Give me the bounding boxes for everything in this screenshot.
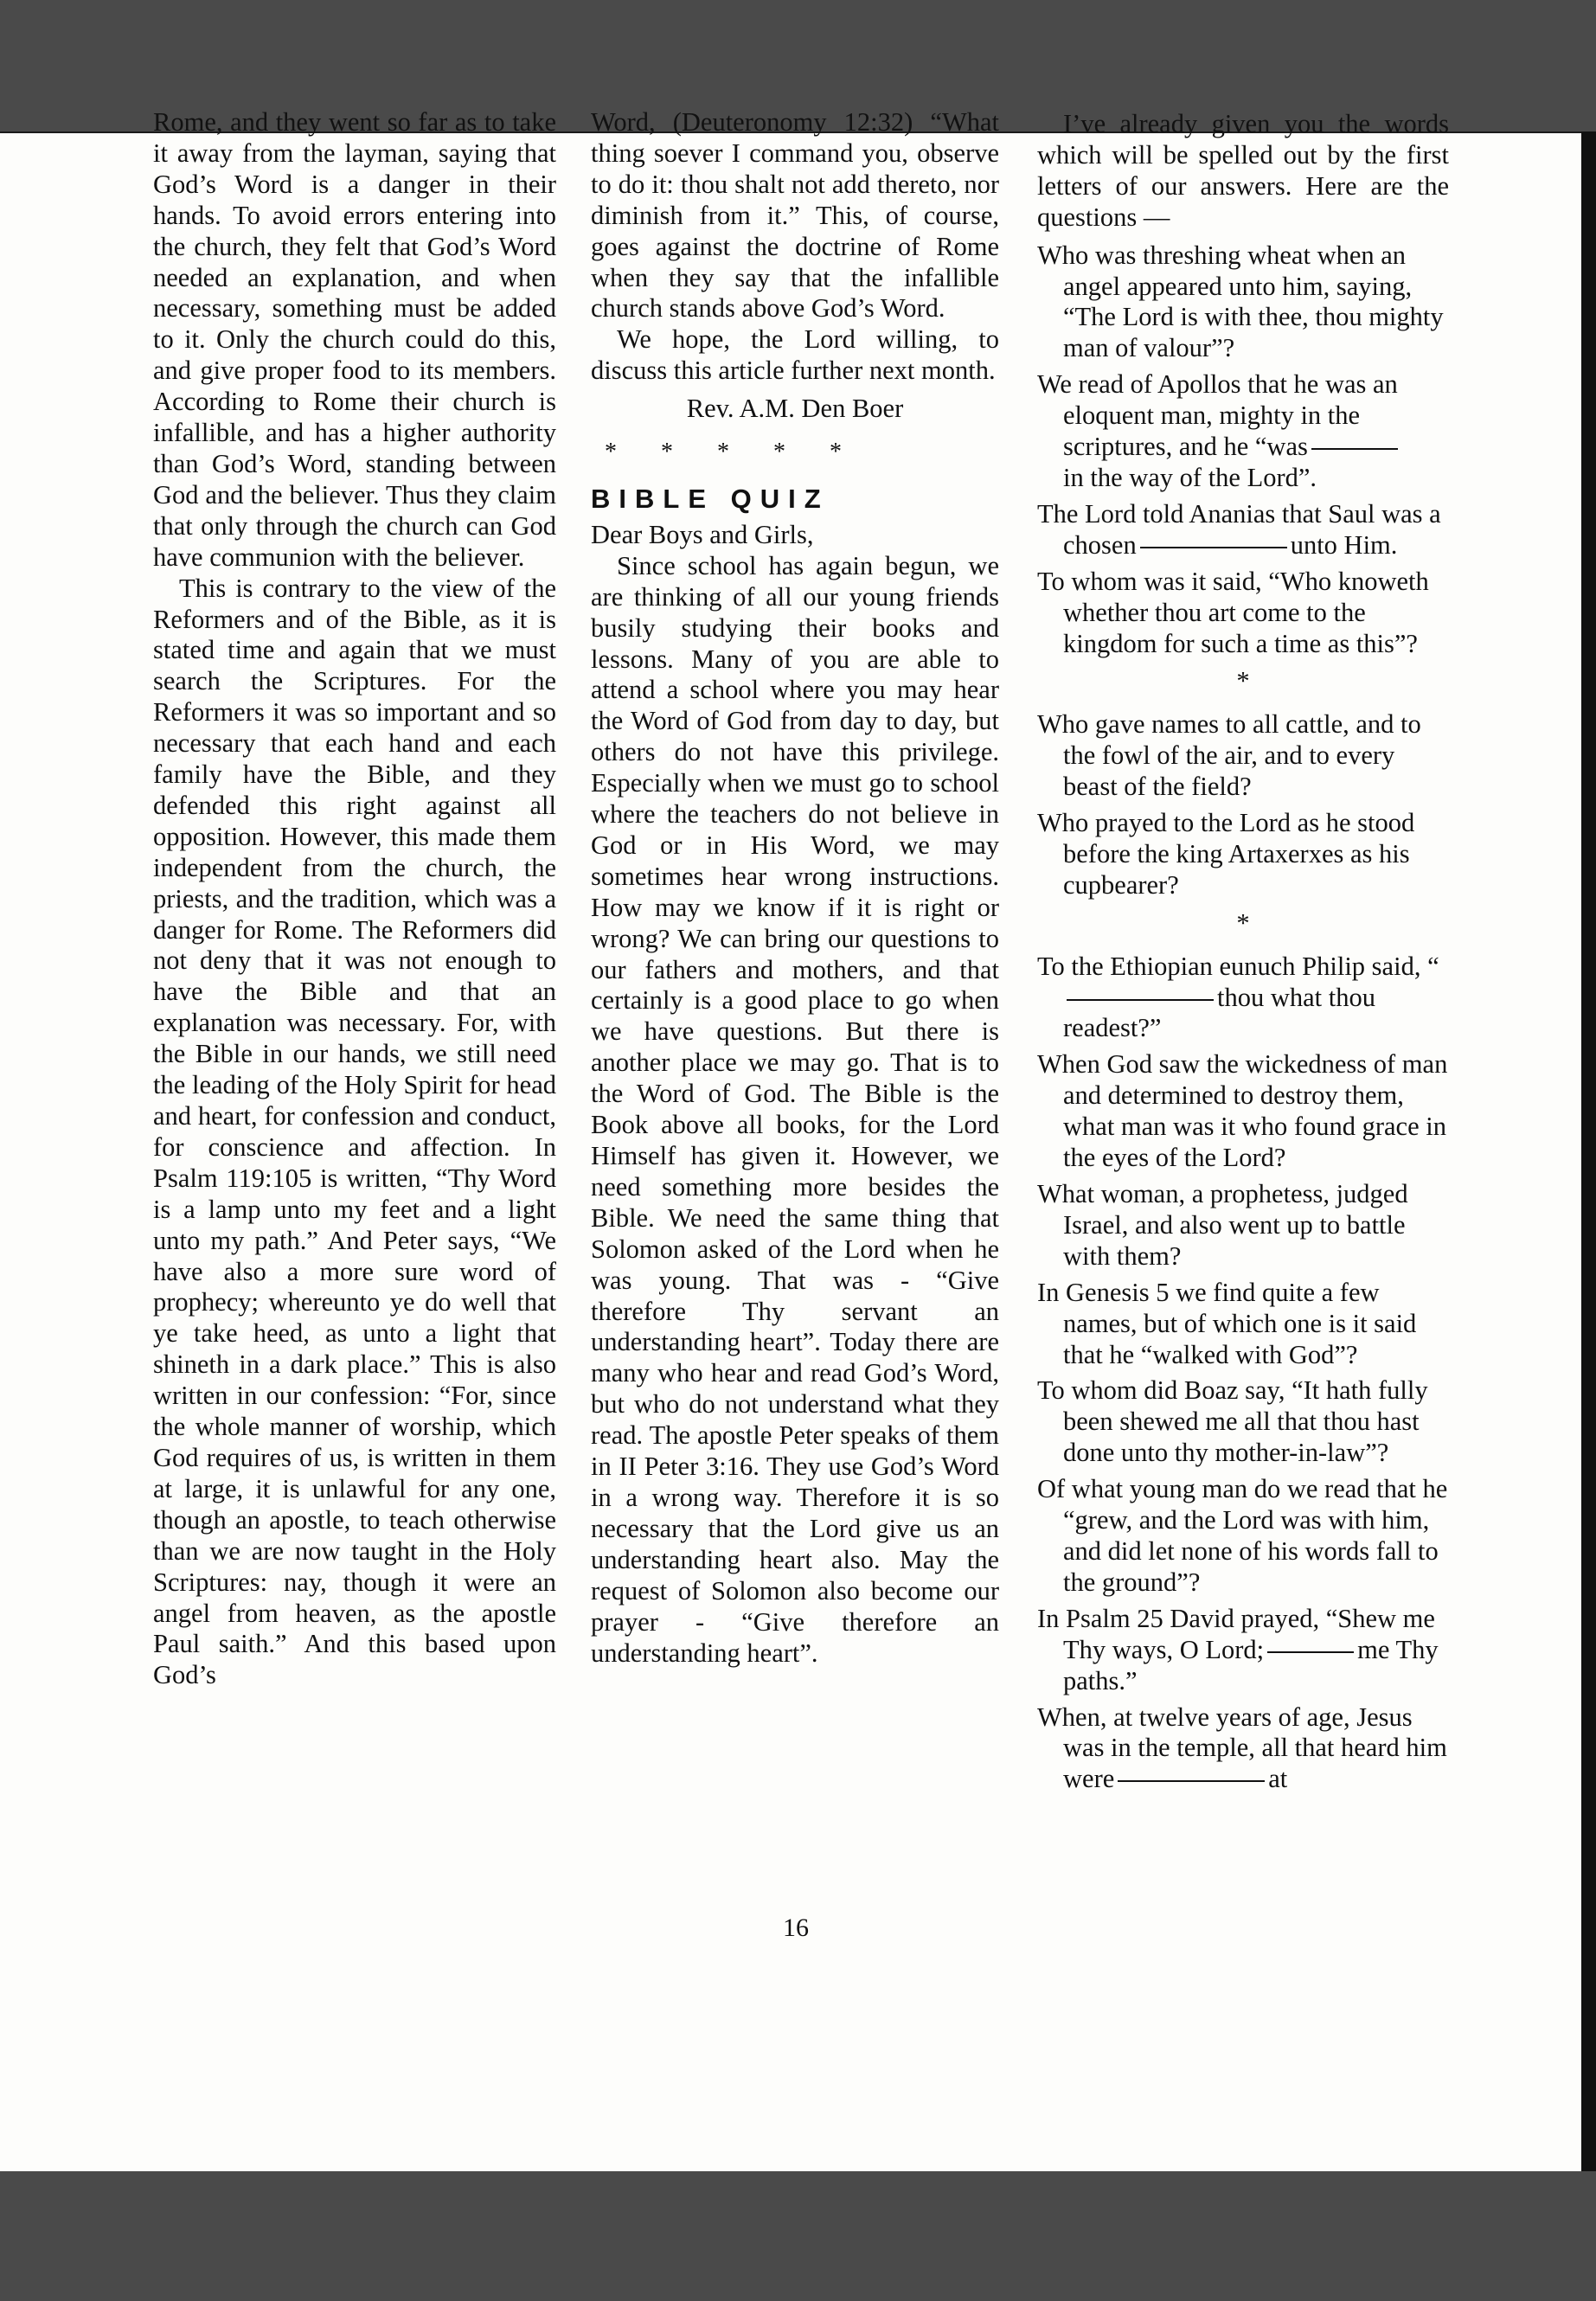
quiz-instructions: I’ve already given you the words which will be spelled out by the first letters of our answers. Here are the questions — — [1037, 109, 1449, 232]
question-text: To the Ethiopian eunuch Philip said, “ — [1037, 951, 1439, 981]
quiz-question: Who gave names to all cattle, and to the fowl of the air, and to every beast of the field? — [1037, 709, 1421, 802]
quiz-question — [1037, 1604, 1449, 1697]
column-right — [1037, 109, 1449, 1800]
quiz-question: When God saw the wickedness of man and determined to destroy them, what man was it who found grace in the eyes of the Lord? — [1037, 1049, 1448, 1173]
article-paragraph: We hope, the Lord willing, to discuss this article further next month. — [591, 324, 999, 386]
quiz-question: Who prayed to the Lord as he stood before the king Artaxerxes as his cupbearer? — [1037, 808, 1415, 900]
question-text: me Thy paths.” — [1063, 1634, 1439, 1695]
quiz-question: To whom did Boaz say, “It hath fully been shewed me all that thou hast done unto thy mother-in-law”? — [1037, 1375, 1428, 1468]
answer-blank — [1140, 547, 1287, 548]
answer-blank — [1311, 448, 1398, 450]
answer-blank — [1267, 1651, 1354, 1653]
question-text: We read of Apollos that he was an eloquent man, mighty in the scriptures, and he “was — [1037, 369, 1398, 462]
quiz-question — [1037, 369, 1449, 494]
quiz-question: What woman, a prophetess, judged Israel, and also went up to battle with them? — [1037, 1179, 1408, 1271]
quiz-intro-paragraph: Since school has again begun, we are thinking of all our young friends busily studying their books and lessons. Many of you are able to attend a school where you may hear the Word of God from day to day, but others do not have this privilege. Especially when we must go to school where the teachers do not believe in God or in His Word, we may sometimes hear wrong instructions. How may we know if it is right or wrong? We can bring our questions to our fathers and mothers, and that certainly is a good place to go when we have questions. But there is another place we may go. That is to the Word of God. The Bible is the Book above all books, for the Lord Himself has given it. However, we need something more besides the Bible. We need the same thing that Solomon asked of the Lord when he was young. That was - “Give therefore Thy servant an understanding heart”. Today there are many who hear and read God’s Word, but who do not understand what they read. The apostle Peter speaks of them in II Peter 3:16. They use God’s Word in a wrong way. Therefore it is so necessary that the Lord give us an understanding heart also. May the request of Solomon also become our prayer - “Give therefore an understanding heart”. — [591, 550, 999, 1668]
answer-blank — [1118, 1780, 1265, 1782]
page-number: 16 — [783, 1913, 809, 1942]
article-paragraph: This is contrary to the view of the Reformers and of the Bible, as it is stated time and again that we must search the Scriptures. For the Reformers it was so important and so necessary that each hand and each family have the Bible, and they defended this right against all opposition. However, this made them independent from the church, the priests, and the tradition, which was a danger for Rome. The Reformers did not deny that it was not enough to have the Bible and that an explanation was necessary. For, with the Bible in our hands, we still need the leading of the Holy Spirit for head and heart, for confession and conduct, for conscience and affection. In Psalm 119:105 is written, “Thy Word is a lamp unto my feet and a light unto my path.” And Peter says, “We have also a more sure word of prophecy; whereunto ye do well that ye take heed, as unto a light that shineth in a dark place.” This is also written in our confession: “For, since the whole manner of worship, which God requires of us, is written in them at large, it is unlawful for any one, though an apostle, to teach otherwise than we are now taught in the Holy Scriptures: nay, though it were an angel from heaven, as the apostle Paul saith.” And this based upon God’s — [153, 573, 556, 1690]
column-middle — [591, 107, 999, 1669]
author-signature: Rev. A.M. Den Boer — [686, 394, 904, 424]
quiz-question: Of what young man do we read that he “grew, and the Lord was with him, and did let none of his words fall to the ground”? — [1037, 1474, 1448, 1597]
question-text: When, at twelve years of age, Jesus was in the temple, all that heard him were — [1037, 1702, 1447, 1794]
question-text: unto Him. — [1290, 529, 1398, 560]
quiz-greeting: Dear Boys and Girls, — [591, 519, 814, 549]
section-divider-stars: * * * * * — [605, 439, 861, 466]
quiz-question — [1037, 952, 1449, 1045]
quiz-question: Who was threshing wheat when an angel appeared unto him, saying, “The Lord is with thee, thou mighty man of valour”? — [1037, 240, 1444, 363]
quiz-question: To whom was it said, “Who knoweth whether thou art come to the kingdom for such a time as this”? — [1037, 566, 1429, 658]
answer-blank — [1067, 999, 1214, 1001]
quiz-question: In Genesis 5 we find quite a few names, but of which one is it said that he “walked with God”? — [1037, 1277, 1417, 1369]
question-text: at — [1268, 1764, 1288, 1794]
question-text: thou what thou readest?” — [1063, 982, 1375, 1043]
article-paragraph: Word, (Deuteronomy 12:32) “What thing soever I command you, observe to do it: thou shalt not add thereto, nor diminish from it.” This, of course, goes against the doctrine of Rome when they say that the infallible church stands above God’s Word. — [591, 107, 999, 324]
page-edge-shadow — [1581, 131, 1596, 2171]
column-left — [153, 107, 556, 1691]
question-text: The Lord told Ananias that Saul was a chosen — [1037, 498, 1441, 560]
article-paragraph: Rome, and they went so far as to take it away from the layman, saying that God’s Word is a danger in their hands. To avoid errors entering into the church, they felt that God’s Word needed an explanation, and when necessary, something must be added to it. Only the church could do this, and give proper food to its members. According to Rome their church is infallible, and has a higher authority than God’s Word, standing between God and the believer. Thus they claim that only through the church can God have communion with the believer. — [153, 107, 556, 572]
question-text: In Psalm 25 David prayed, “Shew me Thy ways, O Lord; — [1037, 1603, 1435, 1664]
question-separator: * — [1236, 666, 1250, 696]
question-separator: * — [1236, 907, 1250, 938]
quiz-question — [1037, 499, 1449, 561]
quiz-heading: BIBLE QUIZ — [591, 483, 830, 514]
quiz-question — [1037, 1702, 1449, 1796]
question-text: in the way of the Lord”. — [1063, 462, 1317, 492]
